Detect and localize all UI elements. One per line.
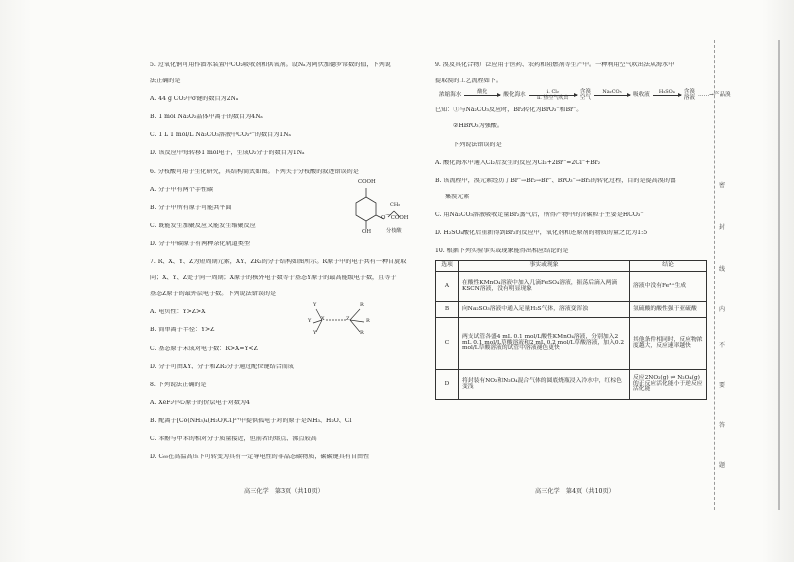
q5-option-c: C. 1 L 1 mol/L Na₂CO₃溶液中CO₃²⁻的数目为1Nₐ <box>150 132 291 139</box>
q7-stem-line3: 基态Z原子的最外层电子数。下列说法错误的是 <box>150 291 277 298</box>
atom-z: Z <box>346 316 350 323</box>
q9-option-d: D. H₂SO₄酸化后重新得到Br₂的反应中，氧化剂和还原剂的物质的量之比为1:5 <box>435 230 648 237</box>
q8-option-b: B. 配离子[Co(NH₃)₄(H₂O)Cl]²⁺中提供孤电子对的原子是NH₃、H₂O、Cl <box>150 417 352 424</box>
binding-char: 答 <box>719 422 726 429</box>
exam-page-4 <box>435 62 731 400</box>
structure-cooh-top: COOH <box>358 178 376 185</box>
q9-note-2: ②HBrO₃为强酸。 <box>453 123 503 130</box>
table-cell-fact: 向Na₂SO₃溶液中通入足量H₂S气体，溶液变浑浊 <box>459 302 630 318</box>
bromine-extraction-flowchart <box>439 89 731 102</box>
q6-option-a: A. 分子中有两个手性碳 <box>150 186 214 193</box>
table-header-conclusion: 结论 <box>630 261 707 272</box>
flow-step-concentrated-seawater: 浓缩海水 <box>439 91 462 98</box>
q6-option-d: D. 分子中碳原子有两种杂化轨道类型 <box>150 240 250 247</box>
flow-arrow-4-label: H₂SO₄ <box>658 89 675 96</box>
flow-step-bromine-air-bottom: 空气 <box>579 94 591 101</box>
flow-step-bromine-air <box>580 90 591 101</box>
q9-option-a: A. 酸化海水中通入Cl₂后发生的反应为Cl₂+2Br⁻=2Cl⁻+Br₂ <box>435 159 601 166</box>
q7-option-d: D. 分子可由XY、分子和ZR₂分子通过配位键结合而成 <box>150 363 294 370</box>
structure-oh: OH <box>362 228 372 235</box>
q9-option-b-line2: 集溴元素 <box>445 193 470 200</box>
table-row <box>436 370 707 400</box>
q7-option-c: C. 基态原子未成对电子数：R>X=Y<Z <box>150 345 258 352</box>
table-cell-fact: 在酸性KMnO₄溶液中加入几滴FeSO₄溶液，振荡后滴入两滴KSCN溶液，没有明显现象 <box>459 272 630 302</box>
q8-option-d: D. C₆₀在高温高压下可转变为具有一定导电性的非晶态碳物质，碳碳键具有自由性 <box>150 454 370 461</box>
q9-prompt: 下列说法错误的是 <box>453 141 502 148</box>
flow-step-bromine-solution <box>684 90 695 101</box>
structure-ether-cooh: O⌒COOH <box>381 214 409 221</box>
binding-char: 密 <box>719 182 726 189</box>
table-cell-conclusion: 其他条件相同时，反应物浓度越大，反应速率越快 <box>630 318 707 370</box>
binding-char: 线 <box>719 266 726 273</box>
q5-option-d: D. 该反应中每转移1 mol电子，生成O₂分子的数目为1Nₐ <box>150 150 305 157</box>
binding-char: 不 <box>719 342 726 349</box>
table-cell-conclusion: 溶液中没有Fe³⁺生成 <box>630 272 707 302</box>
atom-x: X <box>321 316 325 323</box>
table-cell-option: C <box>436 318 459 370</box>
q9-stem-line2: 提取溴的工艺流程如下。 <box>435 78 503 85</box>
q6-stem: 6. 分枝酸可用于生化研究，其结构简式如图。下列关于分枝酸的叙述错误的是 <box>150 168 359 175</box>
xy3-zr3-structure <box>308 303 374 337</box>
q9-option-b-line1: B. 该流程中，溴元素经历了Br⁻→Br₂→Br⁻、BrO₃⁻→Br₂的转化过程，目的是提高溴的富 <box>435 177 677 184</box>
flow-arrow-3 <box>594 90 630 101</box>
binding-char: 题 <box>719 462 726 469</box>
question-8 <box>150 382 420 460</box>
flow-arrow-2-label-bottom: ii. 热空气吹出 <box>537 95 569 102</box>
structure-caption: 分枝酸 <box>386 227 402 234</box>
page-4-footer: 高三化学 第4页（共10页） <box>535 488 615 495</box>
question-6 <box>150 169 420 247</box>
flow-arrow-2-label-top: i. Cl₂ <box>546 89 559 96</box>
binding-char: 要 <box>719 382 726 389</box>
structure-ch2: CH₂ <box>390 201 401 208</box>
flow-step-bromine-solution-top: 含溴 <box>683 89 695 96</box>
question-10 <box>435 248 710 400</box>
flow-arrow-4 <box>653 90 681 101</box>
table-cell-conclusion: 反应2NO₂(g) ⇌ N₂O₄(g)的正反应活化能小于逆反应活化能 <box>630 370 707 400</box>
binding-edge-line <box>778 40 780 510</box>
table-header-fact: 事实或现象 <box>459 261 630 272</box>
table-cell-conclusion: 氢硫酸的酸性强于亚硫酸 <box>630 302 707 318</box>
q5-stem-line1: 5. 过氧化钠可用作潜水装置中CO₂吸收剂和供氧剂。设Nₐ为阿伏加德罗常数的值，下列说 <box>150 62 391 68</box>
binding-char: 封 <box>719 224 726 231</box>
flow-arrow-2 <box>529 90 577 101</box>
flow-step-product: ……→产品溴 <box>697 91 731 98</box>
page-3-footer: 高三化学 第3页（共10页） <box>244 488 324 495</box>
q5-option-a: A. 44 g CO₂中σ键的数目为2Nₐ <box>150 96 239 103</box>
q5-option-b: B. 1 mol Na₂O₂晶体中离子的数目为4Nₐ <box>150 114 263 121</box>
flow-step-bromine-solution-bottom: 溶液 <box>683 94 695 101</box>
exam-page-3 <box>150 62 420 460</box>
question-7 <box>150 259 420 370</box>
flow-step-absorption-liquid: 吸收液 <box>632 91 650 98</box>
q8-option-c: C. 苯酚与甲苯的相对分子质量接近，但前者的熔点、沸点较高 <box>150 435 317 442</box>
atom-r-3: R <box>360 330 364 337</box>
atom-r-2: R <box>366 318 370 325</box>
table-header-row <box>436 261 707 272</box>
table-cell-option: D <box>436 370 459 400</box>
xy3-zr3-drawing <box>308 303 374 337</box>
atom-y-1: Y <box>313 302 317 309</box>
q7-stem-line2: 向；X、Y、Z处于同一周期；X原子的核外电子数等于基态Y原子的最高能级电子数，且等于 <box>150 275 397 282</box>
table-cell-fact: 将封装有NO₂和N₂O₄混合气体的圆底烧瓶浸入冷水中，红棕色变浅 <box>459 370 630 400</box>
question-9 <box>435 62 731 237</box>
flow-arrow-3-label: Na₂CO₃ <box>602 89 622 96</box>
chorismic-acid-drawing <box>346 179 416 241</box>
q8-option-a: A. XeF₂中心原子的价层电子对数为4 <box>150 399 250 406</box>
flow-arrow-1-label: 酸化 <box>477 89 488 96</box>
experiment-table <box>435 260 707 400</box>
binding-margin <box>714 40 733 510</box>
chorismic-acid-structure <box>346 179 416 241</box>
q9-note-1: 已知：①与Na₂CO₃反应时，Br₂转化为BrO₃⁻和Br⁻。 <box>435 107 583 114</box>
atom-y-2: Y <box>308 318 312 325</box>
q7-stem-line1: 7. R、X、Y、Z为短周期元素，XY、ZR₂的分子结构如图所示。R原子中的电子共有一种自旋取 <box>150 259 407 266</box>
q6-option-b: B. 分子中所有原子可能共平面 <box>150 204 232 211</box>
table-cell-option: A <box>436 272 459 302</box>
table-cell-option: B <box>436 302 459 318</box>
flow-step-bromine-air-top: 含溴 <box>579 89 591 96</box>
q7-option-a: A. 电负性：Y>Z>X <box>150 309 206 316</box>
table-row <box>436 272 707 302</box>
q9-stem-line1: 9. 溴及其化合物广泛应用于医药、农药和阻燃剂等生产中。一种利用空气吹出法从海水中 <box>435 62 675 68</box>
q9-option-c: C. 用Na₂CO₃溶液吸收足量Br₂蒸气后，所得产物中的含碳粒子主要是HCO₃⁻ <box>435 211 644 218</box>
flow-arrow-1 <box>464 90 500 101</box>
q5-stem-line2: 法正确的是 <box>150 78 181 85</box>
q6-option-c: C. 既能发生加聚反应又能发生缩聚反应 <box>150 222 256 229</box>
q10-stem: 10. 根据下列实验事实或现象能得出相应结论的是 <box>435 248 569 255</box>
question-5 <box>150 62 420 157</box>
binding-char: 内 <box>719 306 726 313</box>
table-cell-fact: 两支试管各盛4 mL 0.1 mol/L酸性KMnO₄溶液，分别加入2 mL 0.1 mol/L草酸溶液和2 mL 0.2 mol/L草酸溶液，加入0.2 mol/L草酸溶液的试管中溶液褪色更快 <box>459 318 630 370</box>
atom-r-1: R <box>360 302 364 309</box>
atom-y-3: Y <box>313 330 317 337</box>
q7-option-b: B. 简单离子半径：Y>Z <box>150 327 215 334</box>
table-row <box>436 318 707 370</box>
q8-stem: 8. 下列说法正确的是 <box>150 381 207 388</box>
table-row <box>436 302 707 318</box>
table-header-option: 选项 <box>436 261 459 272</box>
flow-step-acidified-seawater: 酸化海水 <box>503 91 526 98</box>
